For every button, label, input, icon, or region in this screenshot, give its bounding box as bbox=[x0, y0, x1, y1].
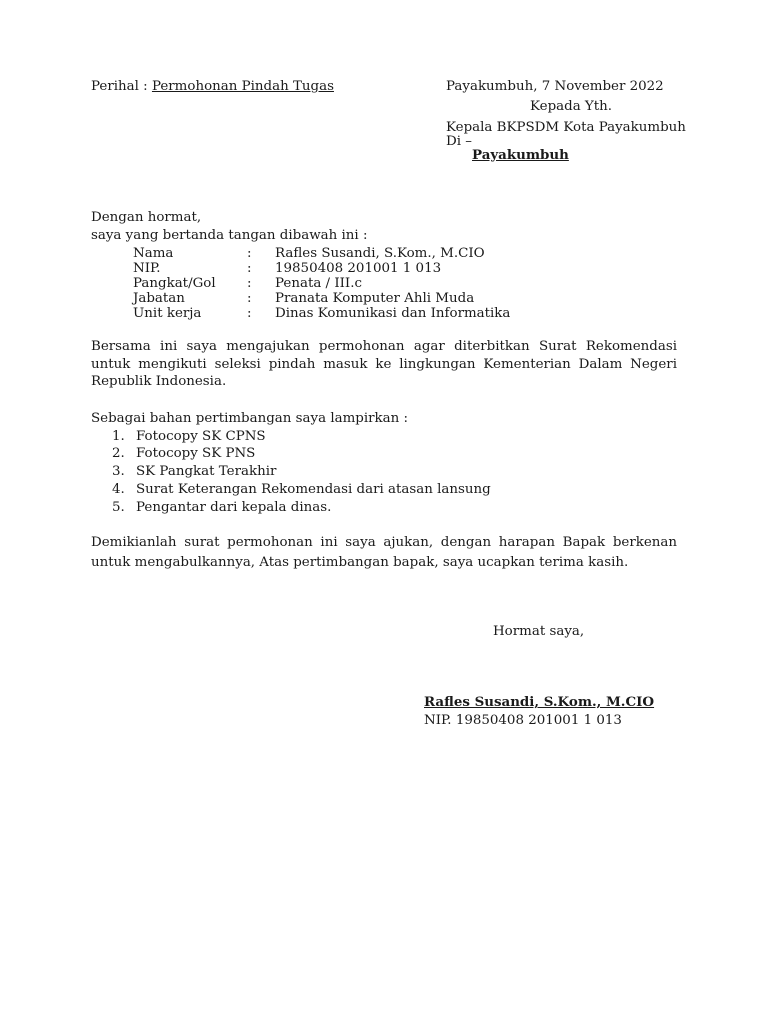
closing-paragraph: Demikianlah surat permohonan ini saya ajukan, dengan harapan Bapak berkenan untuk mengabulkannya, Atas pertimbangan bapak, saya ucapkan terima kasih. bbox=[91, 535, 677, 570]
field-label: Unit kerja bbox=[133, 306, 202, 321]
field-label: Nama bbox=[133, 246, 174, 261]
place-date: Payakumbuh, 7 November 2022 bbox=[446, 79, 664, 94]
field-value: Dinas Komunikasi dan Informatika bbox=[275, 306, 511, 321]
list-text: Fotocopy SK CPNS bbox=[136, 429, 266, 444]
list-number: 5. bbox=[112, 500, 125, 515]
greeting: Dengan hormat, bbox=[91, 210, 202, 225]
field-value: Pranata Komputer Ahli Muda bbox=[275, 291, 475, 306]
list-text: SK Pangkat Terakhir bbox=[136, 464, 277, 479]
list-text: Fotocopy SK PNS bbox=[136, 446, 256, 461]
perihal-value: Permohonan Pindah Tugas bbox=[151, 79, 334, 94]
kepada-yth: Kepada Yth. bbox=[530, 99, 613, 114]
recipient: Kepala BKPSDM Kota Payakumbuh bbox=[446, 120, 686, 135]
field-colon: : bbox=[247, 306, 252, 321]
perihal-label: Perihal : bbox=[91, 79, 148, 94]
recipient-city: Payakumbuh bbox=[472, 147, 569, 163]
salutation: Hormat saya, bbox=[493, 624, 585, 639]
list-number: 2. bbox=[112, 446, 125, 461]
attachments-intro: Sebagai bahan pertimbangan saya lampirkan : bbox=[91, 411, 409, 426]
signatory-name: Rafles Susandi, S.Kom., M.CIO bbox=[424, 694, 655, 710]
list-number: 3. bbox=[112, 464, 125, 479]
field-value: Rafles Susandi, S.Kom., M.CIO bbox=[275, 246, 485, 261]
field-label: Pangkat/Gol bbox=[133, 276, 216, 291]
perihal bbox=[91, 78, 334, 96]
field-value: Penata / III.c bbox=[275, 276, 362, 291]
signatory-nip: NIP. 19850408 201001 1 013 bbox=[424, 713, 622, 728]
field-colon: : bbox=[247, 276, 252, 291]
field-colon: : bbox=[247, 291, 252, 306]
field-label: NIP. bbox=[133, 261, 161, 276]
list-number: 4. bbox=[112, 482, 125, 497]
field-value: 19850408 201001 1 013 bbox=[275, 261, 442, 276]
list-text: Pengantar dari kepala dinas. bbox=[136, 500, 332, 515]
intro-line: saya yang bertanda tangan dibawah ini : bbox=[91, 228, 368, 243]
field-label: Jabatan bbox=[133, 291, 185, 306]
field-colon: : bbox=[247, 246, 252, 261]
list-number: 1. bbox=[112, 429, 125, 444]
di-label: Di – bbox=[446, 134, 472, 149]
field-colon: : bbox=[247, 261, 252, 276]
list-text: Surat Keterangan Rekomendasi dari atasan lansung bbox=[136, 482, 491, 497]
request-paragraph: Bersama ini saya mengajukan permohonan agar diterbitkan Surat Rekomendasi untuk mengikuti seleksi pindah masuk ke lingkungan Kementerian Dalam Negeri Republik Indonesia. bbox=[91, 339, 677, 389]
